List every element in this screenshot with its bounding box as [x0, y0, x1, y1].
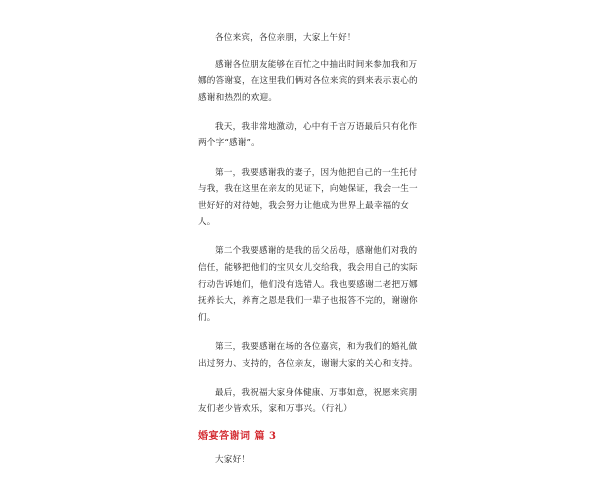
thanks-paragraph: 感谢各位朋友能够在百忙之中抽出时间来参加我和万娜的答谢宴，在这里我们俩对各位来宾的到来表示衷心的感谢和热烈的欢迎。	[198, 59, 418, 103]
document-page	[198, 30, 423, 481]
thanks-parents-paragraph: 第二个我要感谢的是我的岳父岳母，感谢他们对我的信任，能够把他们的宝贝女儿交给我，我会用自己的实际行动告诉她们，他们没有选错人。我也要感谢二老把万娜抚养长大，养育之恩是我们一辈子也报答不完的，谢谢你们。	[198, 246, 418, 323]
emotion-paragraph: 我天，我非常地激动，心中有千言万语最后只有化作两个字“感谢”。	[198, 121, 418, 149]
blessing-paragraph: 最后，我祝福大家身体健康、万事如意，祝愿来宾朋友们老少皆欢乐，家和万事兴。（行礼）	[198, 387, 418, 415]
thanks-wife-paragraph: 第一，我要感谢我的妻子，因为他把自己的一生托付与我，我在这里在亲友的见证下，向她保证，我会一生一世好好的对待她，我会努力让他成为世界上最幸福的女人。	[198, 167, 418, 228]
thanks-guests-paragraph: 第三，我要感谢在场的各位嘉宾，和为我们的婚礼做出过努力、支持的，各位亲友，谢谢大家的关心和支持。	[198, 341, 418, 369]
greeting-paragraph: 各位来宾，各位亲朋，大家上午好！	[215, 33, 356, 43]
closing-greeting: 大家好！	[215, 455, 251, 466]
section-heading: 婚宴答谢词 篇 3	[198, 431, 277, 443]
